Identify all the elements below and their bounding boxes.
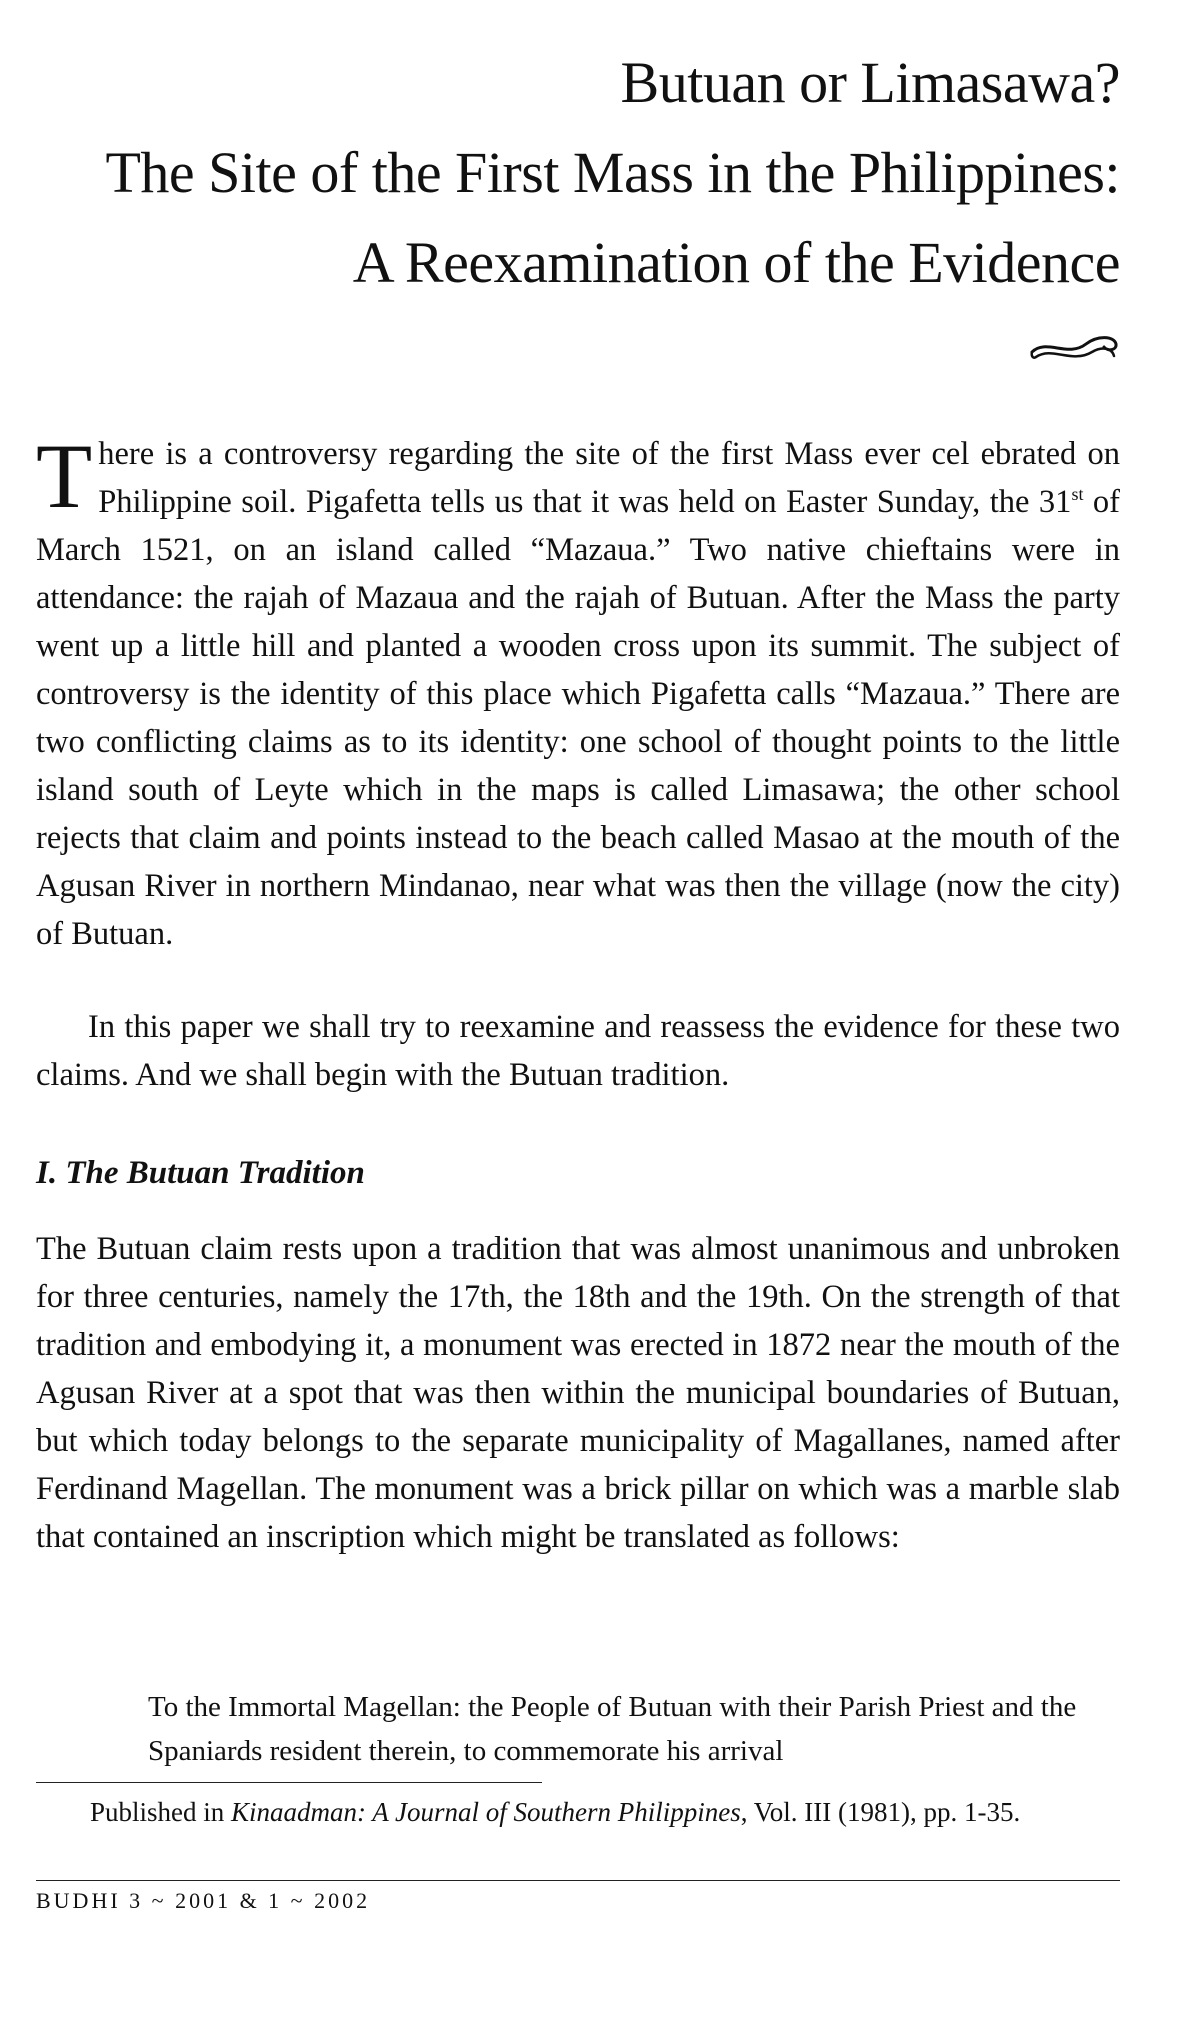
footnote-prefix: Published in <box>90 1797 232 1827</box>
intro-paragraph <box>36 425 1121 958</box>
article-title <box>20 38 1120 308</box>
footnote-suffix: , Vol. III (1981), pp. 1-35. <box>740 1797 1021 1827</box>
inscription-quote: To the Immortal Magellan: the People of Butuan with their Parish Priest and the Spaniards resident therein, to commemorate his arrival <box>148 1691 1077 1767</box>
section-heading: I. The Butuan Tradition <box>36 1155 365 1191</box>
intro-text-part-2: of March 1521, on an island called “Mazaua.” Two native chieftains were in attendance: the rajah of Mazaua and the rajah of Butuan. After the Mass the party went up a little hill and planted a wooden cross upon its summit. The subject of controversy is the identity of this place which Pigafetta calls “Mazaua.” There are two conflicting claims as to its identity: one school of thought points to the little island south of Leyte which in the maps is called Limasawa; the other school rejects that claim and points instead to the beach called Masao at the mouth of the Agusan River in northern Mindanao, near what was then the village (now the city) of Butuan. <box>36 484 1121 952</box>
section-paragraph: The Butuan claim rests upon a tradition that was almost unanimous and unbroken for three centuries, namely the 17th, the 18th and the 19th. On the strength of that tradition and embodying it, a monument was erected in 1872 near the mouth of the Agusan River at a spot that was then within the municipal boundaries of Butuan, but which today belongs to the separate municipality of Magallanes, named after Ferdinand Magellan. The monument was a brick pillar on which was a marble slab that contained an inscription which might be translated as follows: <box>36 1231 1120 1555</box>
running-footer: BUDHI 3 ~ 2001 & 1 ~ 2002 <box>36 1888 371 1913</box>
intro-text-part-1: here is a controversy regarding the site of the first Mass ever cel ebrated on Philippine soil. Pigafetta tells us that it was held on Easter Sunday, the 31 <box>98 436 1120 520</box>
title-line-3: A Reexamination of the Evidence <box>352 230 1120 295</box>
ordinal-superscript: st <box>1071 484 1084 505</box>
footnote-journal: Kinaadman: A Journal of Southern Philippines <box>231 1797 741 1827</box>
footnote-divider <box>36 1782 542 1783</box>
footnote <box>36 1790 1120 1834</box>
footer-divider <box>36 1880 1120 1881</box>
title-line-2: The Site of the First Mass in the Philippines: <box>105 140 1120 205</box>
flourish-ornament-icon <box>1028 330 1120 366</box>
title-line-1: Butuan or Limasawa? <box>620 50 1120 115</box>
intro-paragraph-2: In this paper we shall try to reexamine and reassess the evidence for these two claims. And we shall begin with the Butuan tradition. <box>36 1009 1120 1093</box>
drop-cap: T <box>36 425 93 527</box>
